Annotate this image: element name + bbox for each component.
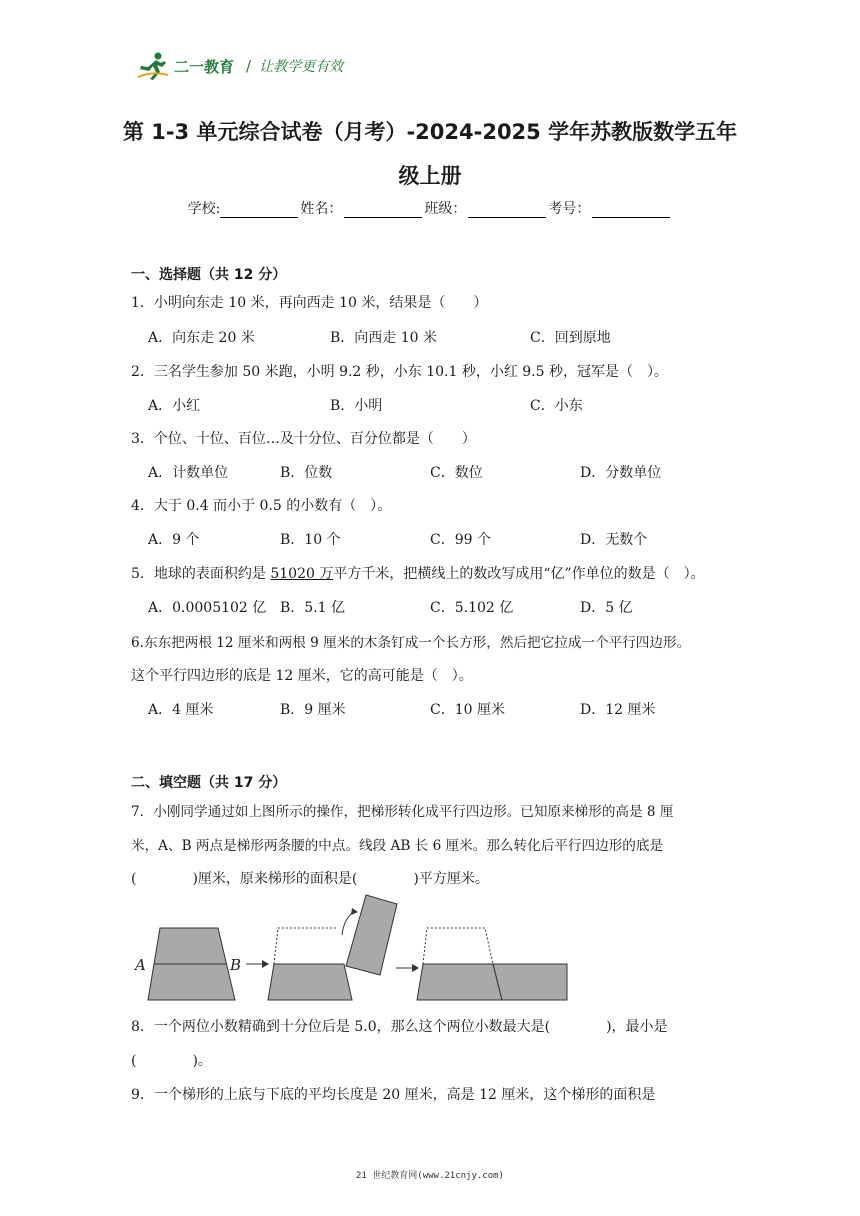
runner-icon xyxy=(136,51,170,81)
q1-option-c[interactable]: C．回到原地 xyxy=(530,330,611,346)
school-label: 学校: xyxy=(187,201,221,217)
class-label: 班级： xyxy=(424,201,467,217)
name-blank[interactable] xyxy=(344,203,422,218)
question-7-line2: 米，A、B 两点是梯形两条腰的中点。线段 AB 长 6 厘米。那么转化后平行四边形的底是 xyxy=(131,838,664,854)
label-b: B xyxy=(230,956,242,974)
question-9-line1: 9．一个梯形的上底与下底的平均长度是 20 厘米，高是 12 厘米，这个梯形的面积是 xyxy=(131,1087,656,1103)
class-blank[interactable] xyxy=(468,203,546,218)
question-6-line2: 这个平行四边形的底是 12 厘米，它的高可能是（ ）。 xyxy=(131,668,473,684)
q5-option-d[interactable]: D．5 亿 xyxy=(580,600,633,616)
section1-heading: 一、选择题（共 12 分） xyxy=(131,267,287,283)
question-8-line1: 8．一个两位小数精确到十分位后是 5.0，那么这个两位小数最大是( )，最小是 xyxy=(131,1019,668,1035)
brand-separator: / xyxy=(246,57,252,75)
question-3: 3．个位、十位、百位…及十分位、百分位都是（ ） xyxy=(131,431,476,447)
q4-option-b[interactable]: B．10 个 xyxy=(280,532,341,548)
q5-suffix: 平方千米，把横线上的数改写成用“亿”作单位的数是（ ）。 xyxy=(333,566,705,582)
q5-underlined-number: 51020 万 xyxy=(270,566,334,582)
trapezoid-transform-figure xyxy=(130,890,580,1005)
question-4: 4．大于 0.4 而小于 0.5 的小数有（ ）。 xyxy=(131,498,392,514)
q3-option-a[interactable]: A．计数单位 xyxy=(148,465,229,481)
q5-option-c[interactable]: C．5.102 亿 xyxy=(430,600,514,616)
q4-option-d[interactable]: D．无数个 xyxy=(580,532,648,548)
q2-option-b[interactable]: B．小明 xyxy=(330,398,383,414)
name-label: 姓名： xyxy=(300,201,343,217)
q6-option-c[interactable]: C．10 厘米 xyxy=(430,702,505,718)
number-blank[interactable] xyxy=(592,203,670,218)
q5-option-b[interactable]: B．5.1 亿 xyxy=(280,600,346,616)
q5-option-a[interactable]: A．0.0005102 亿 xyxy=(148,600,267,616)
page-title-line1: 第 1-3 单元综合试卷（月考）-2024-2025 学年苏教版数学五年 xyxy=(122,120,738,144)
trapezoid-bottom-half-2 xyxy=(268,964,352,1000)
q1-option-a[interactable]: A．向东走 20 米 xyxy=(148,330,255,346)
q6-option-a[interactable]: A．4 厘米 xyxy=(148,702,214,718)
parallelogram-left xyxy=(417,964,502,1000)
q3-option-c[interactable]: C．数位 xyxy=(430,465,483,481)
q3-option-d[interactable]: D．分数单位 xyxy=(580,465,662,481)
q1-option-b[interactable]: B．向西走 10 米 xyxy=(330,330,438,346)
parallelogram-right xyxy=(493,964,567,1000)
question-5 xyxy=(131,563,705,583)
q6-option-b[interactable]: B．9 厘米 xyxy=(280,702,346,718)
number-label: 考号： xyxy=(548,201,591,217)
q2-option-c[interactable]: C．小东 xyxy=(530,398,583,414)
question-6-line1: 6.东东把两根 12 厘米和两根 9 厘米的木条钉成一个长方形，然后把它拉成一个平行四边形。 xyxy=(131,635,691,651)
q4-option-a[interactable]: A．9 个 xyxy=(148,532,200,548)
student-info-row xyxy=(0,198,860,218)
brand-name: 二一教育 xyxy=(174,57,235,76)
page-title-line2: 级上册 xyxy=(398,164,462,188)
question-7-line1: 7．小刚同学通过如上图所示的操作，把梯形转化成平行四边形。已知原来梯形的高是 8 厘 xyxy=(131,804,674,820)
rotation-arrow xyxy=(342,912,354,935)
question-8-line2: ( )。 xyxy=(131,1053,212,1069)
rotated-piece xyxy=(346,895,397,975)
q6-option-d[interactable]: D．12 厘米 xyxy=(580,702,656,718)
brand-slogan: 让教学更有效 xyxy=(259,59,344,75)
q5-prefix: 5．地球的表面积约是 xyxy=(131,566,271,582)
brand-logo xyxy=(136,50,343,82)
question-1: 1．小明向东走 10 米，再向西走 10 米，结果是（ ） xyxy=(131,295,488,311)
dotted-outline-2 xyxy=(274,928,336,964)
q4-option-c[interactable]: C．99 个 xyxy=(430,532,491,548)
label-a: A xyxy=(135,956,146,974)
question-7-line3: ( )厘米，原来梯形的面积是( )平方厘米。 xyxy=(131,871,489,887)
q3-option-b[interactable]: B．位数 xyxy=(280,465,333,481)
q2-option-a[interactable]: A．小红 xyxy=(148,398,201,414)
arrow-1-head xyxy=(262,960,269,968)
dotted-outline-3 xyxy=(423,928,493,964)
section2-heading: 二、填空题（共 17 分） xyxy=(131,775,287,791)
question-2: 2．三名学生参加 50 米跑，小明 9.2 秒，小东 10.1 秒，小红 9.5 秒，冠军是（ ）。 xyxy=(131,364,669,380)
page-footer: 21 世纪教育网(www.21cnjy.com) xyxy=(356,1171,504,1181)
school-blank[interactable] xyxy=(220,203,298,218)
rotation-arrow-head xyxy=(351,908,358,915)
arrow-2-head xyxy=(412,964,419,972)
